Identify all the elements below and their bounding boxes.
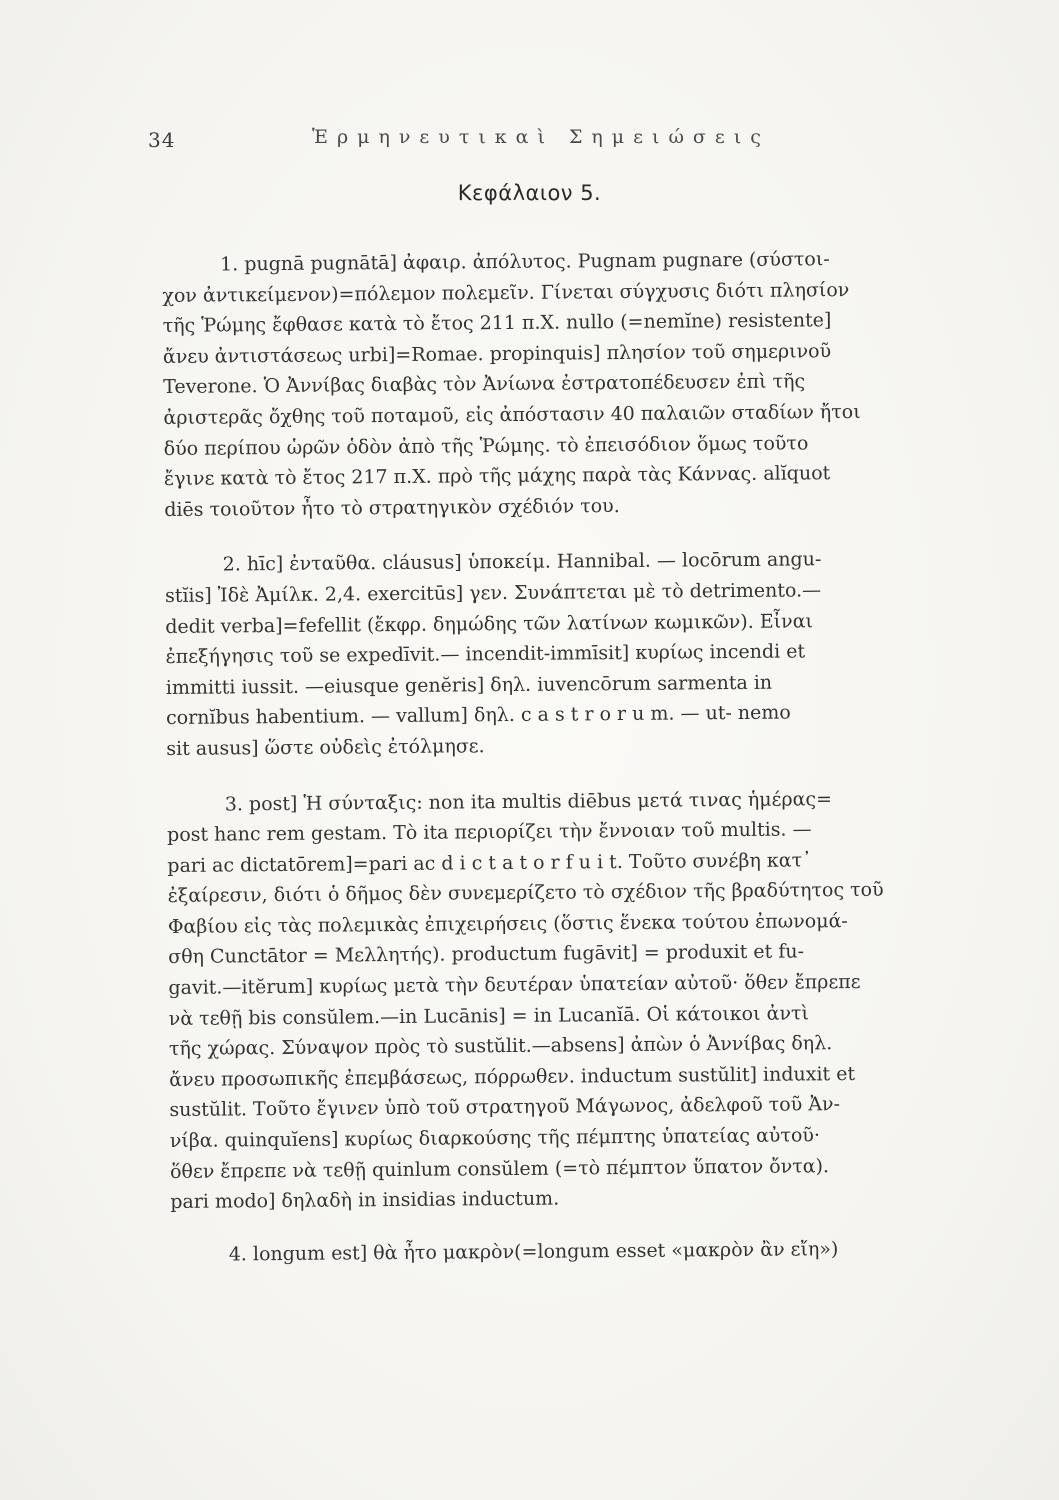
running-head: Ἑρμηνευτικαὶ Σημειώσεις [312,126,770,148]
chapter-title: Κεφάλαιον 5. [457,181,602,205]
text-line: ἄνευ προσωπικῆς ἐπεμβάσεως, πόρρωθεν. inductum sustŭlit] induxit et [169,1062,856,1091]
page-number: 34 [148,128,176,152]
text-line: τῆς χώρας. Σύναψον πρὸς τὸ sustŭlit.—absens] ἀπὼν ὁ Ἀννίβας δηλ. [168,1032,833,1061]
text-line: χον ἀντικείμενον)=πόλεμον πολεμεῖν. Γίνεται σύγχυσις διότι πλησίον [162,278,850,307]
text-line: stĭis] Ἰδὲ Ἀμίλκ. 2,4. exercitūs] γεν. Συνάπτεται μὲ τὸ detrimento.— [164,579,822,607]
text-line: Φαβίου εἰς τὰς πολεμικὰς ἐπιχειρήσεις (ὅστις ἕνεκα τούτου ἐπωνομά- [167,909,848,938]
text-line: 2. hīc] ἐνταῦθα. cláusus] ὑποκείμ. Hannibal. — locōrum angu- [222,548,822,576]
text-line: ὅθεν ἔπρεπε νὰ τεθῇ quinlum consŭlem (=τὸ πέμπτον ὕπατον ὄντα). [169,1154,830,1183]
text-line: gavit.—itĕrum] κυρίως μετὰ τὴν δευτέραν ὑπατείαν αὐτοῦ· ὅθεν ἔπρεπε [168,970,861,1000]
paragraph-3 [167,782,1001,1218]
text-line: 4. longum est] θὰ ἦτο μακρὸν(=longum esset «μακρὸν ἂν εἴη») [228,1237,839,1266]
text-line: σθη Cunctātor = Μελλητής). productum fugāvit] = produxit et fu- [168,940,805,969]
text-line: sit ausus] ὥστε οὐδεὶς ἐτόλμησε. [166,735,485,760]
text-line: cornĭbus habentium. — vallum] δηλ. c a s t r o r u m. — ut- nemo [165,701,791,730]
text-line: immitti iussit. —eiusque genĕris] δηλ. iuvencōrum sarmenta in [165,671,773,699]
text-line: pari ac dictatōrem]=pari ac d i c t a t o r f u i t. Τοῦτο συνέβη κατ᾽ [167,849,812,877]
text-line: δύο περίπου ὡρῶν ὁδὸν ἀπὸ τῆς Ῥώμης. τὸ ἐπεισόδιον ὅμως τοῦτο [163,431,809,460]
text-line: pari modo] δηλαδὴ in insidias inductum. [170,1187,560,1214]
text-line: νίβα. quinquĭens] κυρίως διαρκούσης τῆς πέμπτης ὑπατείας αὐτοῦ· [169,1124,821,1152]
text-line: diēs τοιοῦτον ἦτο τὸ στρατηγικὸν σχέδιόν του. [164,494,620,521]
text-line: τῆς Ῥώμης ἔφθασε κατὰ τὸ ἔτος 211 π.Χ. nullo (=nemĭne) resistente] [162,309,832,338]
text-line: dedit verba]=fefellit (ἔκφρ. δημώδης τῶν λατίνων κωμικῶν). Εἶναι [165,609,814,638]
text-line: ἔγινε κατὰ τὸ ἔτος 217 π.Χ. πρὸ τῆς μάχης παρὰ τὰς Κάννας. alĭquot [163,462,831,491]
paragraph-2 [165,543,997,764]
text-line: Teverone. Ὁ Ἀννίβας διαβὰς τὸν Ἀνίωνα ἐστρατοπέδευσεν ἐπὶ τῆς [163,370,806,399]
text-line: post hanc rem gestam. Τὸ ita περιορίζει τὴν ἔννοιαν τοῦ multis. — [167,818,812,847]
text-line: ἄνευ ἀντιστάσεως urbi]=Romae. propinquis] πλησίον τοῦ σημερινοῦ [162,339,832,368]
text-line: 3. post] Ἡ σύνταξις: non ita multis diēbus μετά τινας ἡμέρας= [224,787,833,815]
paragraph-4 [171,1233,1001,1271]
text-line: ἐξαίρεσιν, διότι ὁ δῆμος δὲν συνεμερίζετο τὸ σχέδιον τῆς βραδύτητος τοῦ [167,879,884,908]
text-line: ἐπεξήγησις τοῦ se expedīvit.— incendit-immīsit] κυρίως incendi et [165,640,806,669]
text-line: ἀριστερᾶς ὄχθης τοῦ ποταμοῦ, εἰς ἀπόστασιν 40 παλαιῶν σταδίων ἤτοι [163,400,861,429]
body-text [162,243,1001,1271]
text-line: νὰ τεθῇ bis consŭlem.—in Lucānis] = in Lucanĭā. Οἱ κάτοικοι ἀντὶ [168,1002,809,1030]
text-line: sustŭlit. Τοῦτο ἔγινεν ὑπὸ τοῦ στρατηγοῦ Μάγωνος, ἀδελφοῦ τοῦ Ἀν- [169,1093,841,1122]
text-line: 1. pugnā pugnātā] ἀφαιρ. ἀπόλυτος. Pugnam pugnare (σύστοι- [220,248,830,276]
paragraph-1 [162,243,994,526]
